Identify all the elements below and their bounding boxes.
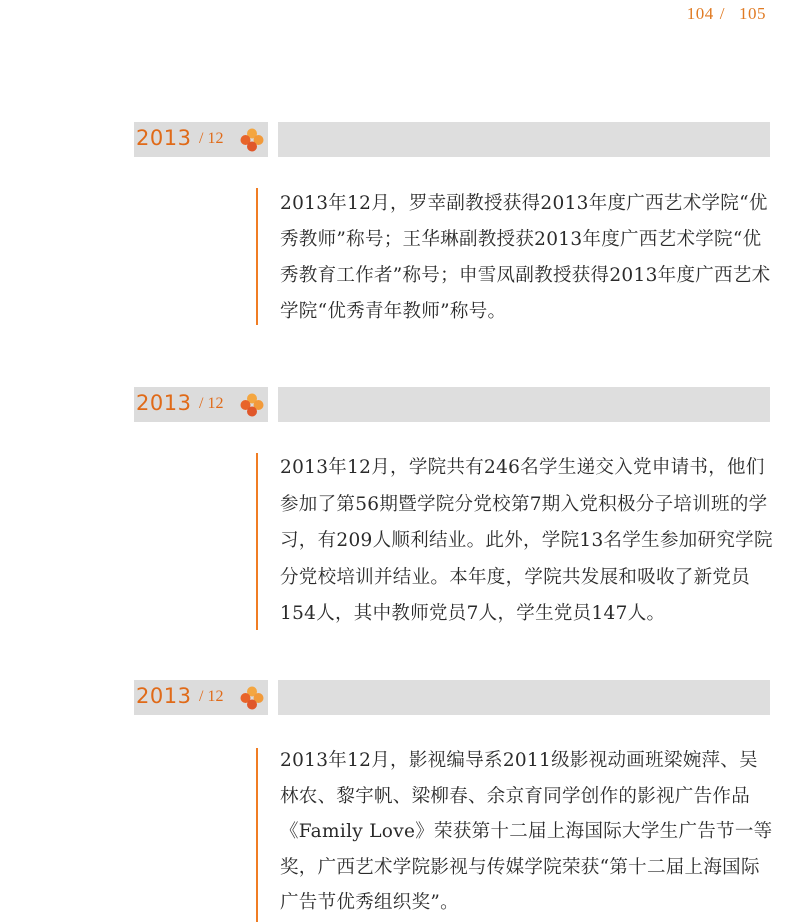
entry-month: / 12 [199, 395, 224, 412]
page-numbers [687, 4, 766, 24]
page-number-separator: / [719, 4, 725, 23]
timeline-entry-1 [0, 122, 800, 332]
accent-rule [256, 453, 258, 630]
header-band [278, 122, 770, 157]
timeline-entry-3 [0, 680, 800, 922]
four-petal-flower-icon [240, 686, 264, 710]
timeline-entry-2 [0, 387, 800, 637]
entry-paragraph: 2013年12月，学院共有246名学生递交入党申请书，他们参加了第56期暨学院分党校第7期入党积极分子培训班的学习，有209人顺利结业。此外，学院13名学生参加研究学院分党校培训并结业。本年度，学院共发展和吸收了新党员154人，其中教师党员7人，学生党员147人。 [280, 457, 773, 624]
page-number-right: 105 [739, 4, 766, 23]
entry-month: / 12 [199, 130, 224, 147]
accent-rule [256, 188, 258, 325]
page-number-left: 104 [686, 4, 714, 23]
entry-month: / 12 [199, 688, 224, 705]
entry-paragraph: 2013年12月，影视编导系2011级影视动画班梁婉萍、吴林农、黎宇帆、梁柳春、余京育同学创作的影视广告作品《Family Love》荣获第十二届上海国际大学生广告节一等奖，广西艺术学院影视与传媒学院荣获“第十二届上海国际广告节优秀组织奖”。 [280, 750, 773, 913]
entry-paragraph: 2013年12月，罗幸副教授获得2013年度广西艺术学院“优秀教师”称号；王华琳副教授获2013年度广西艺术学院“优秀教育工作者”称号；申雪凤副教授获得2013年度广西艺术学院“优秀青年教师”称号。 [280, 193, 771, 322]
four-petal-flower-icon [240, 393, 264, 417]
entry-year: 2013 [136, 126, 192, 150]
entry-year: 2013 [136, 684, 192, 708]
accent-rule [256, 748, 258, 922]
four-petal-flower-icon [240, 128, 264, 152]
entry-year: 2013 [136, 391, 192, 415]
header-band [278, 387, 770, 422]
header-band [278, 680, 770, 715]
